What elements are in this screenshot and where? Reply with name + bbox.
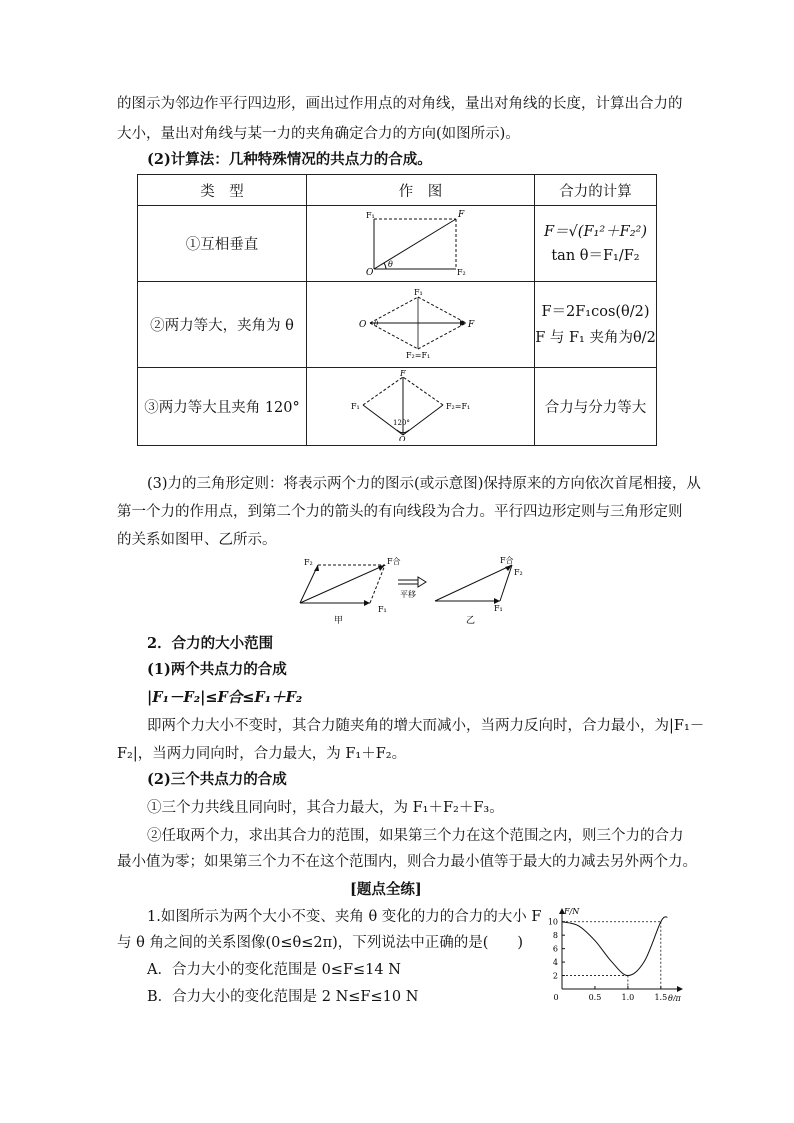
svg-text:F₁: F₁ bbox=[350, 401, 360, 411]
svg-text:O: O bbox=[358, 319, 366, 330]
row1-figure bbox=[307, 206, 535, 282]
perpendicular-diagram bbox=[366, 209, 476, 275]
svg-text:乙: 乙 bbox=[466, 616, 476, 626]
row1-calc bbox=[535, 206, 657, 282]
question-1-line-1: 1.如图所示为两个大小不变、夹角 θ 变化的力的合力的大小 F bbox=[147, 909, 542, 925]
x-tick-label: 1.0 bbox=[621, 993, 635, 1001]
header-calc: 合力的计算 bbox=[535, 175, 657, 206]
svg-text:F₁: F₁ bbox=[413, 287, 423, 297]
equal-forces-diagram bbox=[356, 287, 486, 359]
intro-line-2: 大小，量出对角线与某一力的夹角确定合力的方向(如图所示)。 bbox=[117, 126, 520, 142]
section-2-heading: 2．合力的大小范围 bbox=[147, 635, 274, 652]
row3-calc: 合力与分力等大 bbox=[535, 368, 657, 446]
section-2-sub1: (1)两个共点力的合成 bbox=[147, 661, 287, 678]
equal-120-diagram bbox=[351, 369, 491, 441]
svg-text:F₂: F₂ bbox=[514, 568, 523, 577]
svg-text:F₁: F₁ bbox=[365, 210, 375, 220]
x-axis-label: θ/π bbox=[668, 994, 681, 1001]
x-tick-label: 0 bbox=[553, 993, 559, 1001]
svg-text:O: O bbox=[398, 434, 406, 441]
y-tick-label: 10 bbox=[547, 917, 558, 927]
section-2-p2: ①三个力共线且同向时，其合力最大，为 F₁＋F₂＋F₃。 bbox=[147, 800, 504, 816]
range-inequality: |F₁－F₂|≤F合≤F₁＋F₂ bbox=[147, 689, 303, 706]
row1-formula-2: tan θ＝F₁/F₂ bbox=[551, 247, 640, 264]
x-tick-label: 0.5 bbox=[588, 993, 602, 1001]
calc-heading: (2)计算法：几种特殊情况的共点力的合成。 bbox=[147, 151, 432, 168]
svg-text:F₂: F₂ bbox=[456, 267, 466, 275]
y-axis-label: F/N bbox=[564, 907, 580, 916]
header-type: 类 型 bbox=[138, 175, 307, 206]
svg-text:F₁: F₁ bbox=[378, 605, 387, 614]
table-row bbox=[138, 368, 657, 446]
section-2-p1a: 即两个力大小不变时，其合力随夹角的增大而减小，当两力反向时，合力最小，为|F₁－ bbox=[147, 718, 705, 734]
svg-text:O: O bbox=[365, 267, 373, 275]
svg-text:F: F bbox=[457, 209, 464, 220]
triangle-rule-figure bbox=[290, 553, 530, 633]
row2-formula-2: F 与 F₁ 夹角为θ/2 bbox=[535, 329, 656, 346]
row2-calc bbox=[535, 282, 657, 368]
row1-type: ①互相垂直 bbox=[138, 206, 307, 282]
row3-figure bbox=[307, 368, 535, 446]
row1-formula-1: F＝√(F₁²＋F₂²) bbox=[544, 223, 647, 240]
svg-text:甲: 甲 bbox=[334, 616, 344, 626]
y-tick-label: 2 bbox=[552, 971, 558, 981]
section-2-p1b: F₂|，当两力同向时，合力最大，为 F₁＋F₂。 bbox=[117, 746, 407, 762]
y-tick-label: 4 bbox=[552, 958, 558, 968]
x-tick-label: 1.5 bbox=[654, 993, 668, 1001]
section-2-p3b: 最小值为零；如果第三个力不在这个范围内，则合力最小值等于最大的力减去另外两个力。 bbox=[117, 854, 697, 870]
series-line bbox=[562, 917, 667, 976]
svg-text:平移: 平移 bbox=[400, 590, 416, 599]
row2-type: ②两力等大，夹角为 θ bbox=[138, 282, 307, 368]
svg-text:120°: 120° bbox=[392, 418, 410, 427]
svg-text:F₂=F₁: F₂=F₁ bbox=[405, 350, 430, 359]
triangle-line-2: 第一个力的作用点，到第二个力的箭头的有向线段为合力。平行四边形定则与三角形定则 bbox=[117, 504, 683, 520]
row2-figure bbox=[307, 282, 535, 368]
question-1-line-2: 与 θ 角之间的关系图像(0≤θ≤2π)，下列说法中正确的是( ) bbox=[117, 935, 524, 951]
svg-text:F₁: F₁ bbox=[494, 604, 503, 613]
svg-text:F合: F合 bbox=[387, 557, 401, 566]
section-2-p3a: ②任取两个力，求出其合力的范围，如果第三个力在这个范围之内，则三个力的合力 bbox=[147, 828, 684, 844]
option-b: B．合力大小的变化范围是 2 N≤F≤10 N bbox=[147, 989, 419, 1005]
svg-text:F: F bbox=[467, 319, 474, 330]
svg-text:θ: θ bbox=[387, 259, 393, 269]
triangle-line-3: 的关系如图甲、乙所示。 bbox=[117, 532, 277, 548]
row2-formula-1: F＝2F₁cos(θ/2) bbox=[541, 303, 650, 320]
option-a: A．合力大小的变化范围是 0≤F≤14 N bbox=[147, 962, 401, 978]
header-drawing: 作 图 bbox=[307, 175, 535, 206]
section-2-sub2: (2)三个共点力的合成 bbox=[147, 771, 287, 788]
y-tick-label: 8 bbox=[552, 931, 558, 941]
composition-table bbox=[137, 174, 657, 446]
intro-line-1: 的图示为邻边作平行四边形，画出过作用点的对角线，量出对角线的长度，计算出合力的 bbox=[117, 96, 683, 112]
y-tick-label: 6 bbox=[552, 944, 558, 954]
svg-text:F₂=F₁: F₂=F₁ bbox=[445, 401, 470, 411]
force-angle-chart bbox=[540, 905, 690, 1001]
svg-text:F合: F合 bbox=[500, 556, 514, 565]
svg-text:F₂: F₂ bbox=[304, 558, 313, 567]
svg-text:θ: θ bbox=[373, 319, 378, 328]
svg-text:F: F bbox=[399, 368, 406, 378]
row3-type: ③两力等大且夹角 120° bbox=[138, 368, 307, 446]
triangle-line-1: (3)力的三角形定则：将表示两个力的图示(或示意图)保持原来的方向依次首尾相接，从 bbox=[147, 476, 701, 492]
table-row bbox=[138, 282, 657, 368]
table-row bbox=[138, 206, 657, 282]
practice-heading: [题点全练] bbox=[350, 881, 422, 898]
